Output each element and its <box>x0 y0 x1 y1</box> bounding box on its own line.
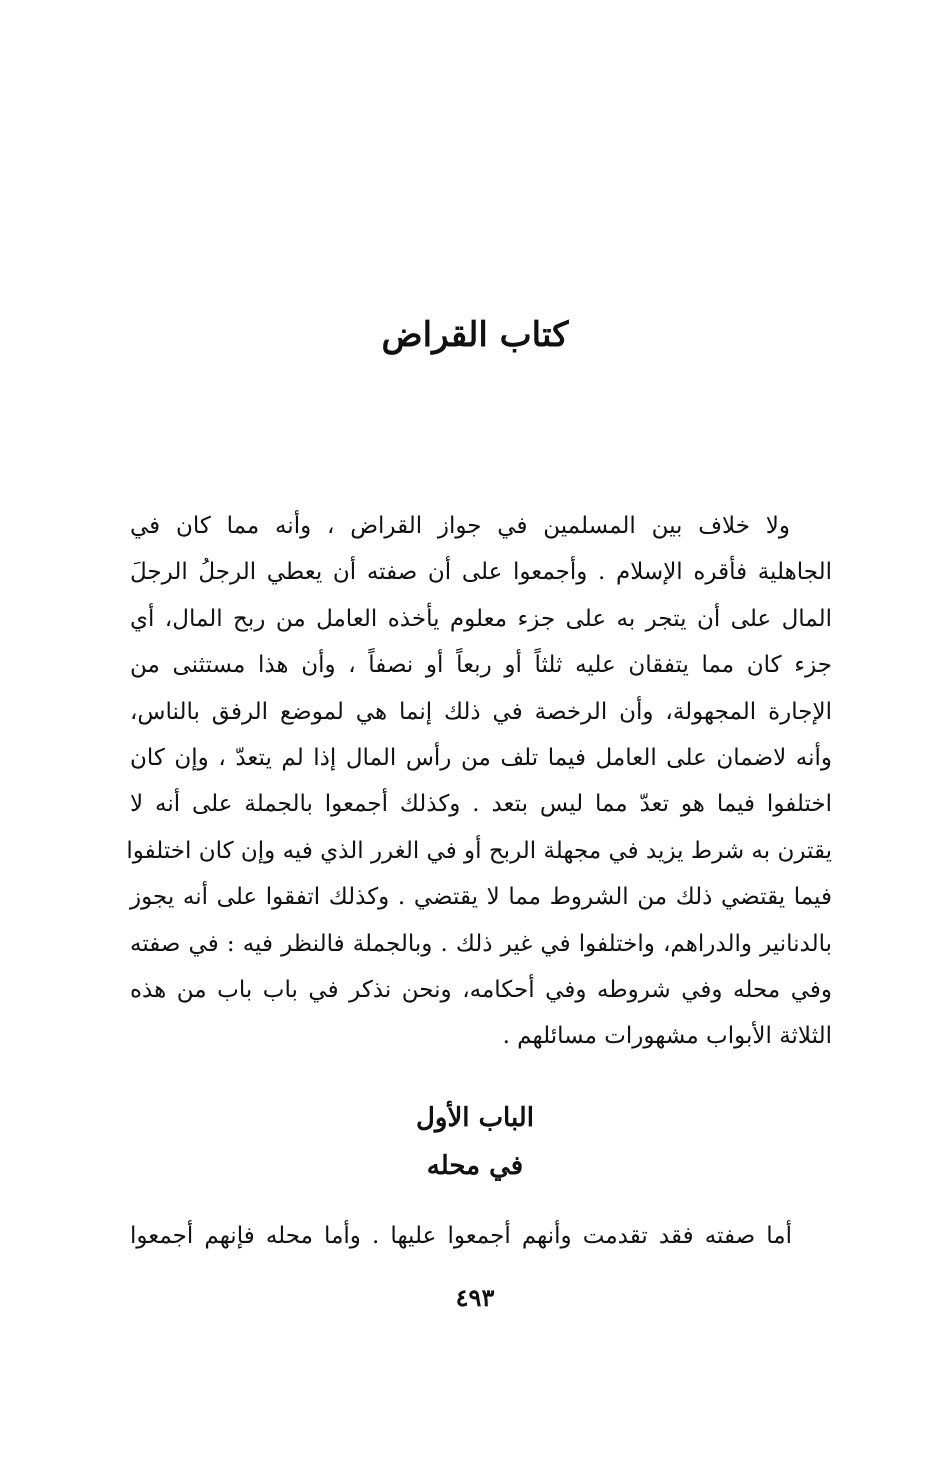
text-line: وأنه لاضمان على العامل فيما تلف من رأس المال إذا لم يتعدّ ، وإن كان <box>130 744 832 771</box>
chapter-heading: الباب الأول <box>416 1103 534 1133</box>
chapter-subheading: في محله <box>426 1151 524 1181</box>
text-line: بالدنانير والدراهم، واختلفوا في غير ذلك . وبالجملة فالنظر فيه : في صفته <box>130 930 832 957</box>
text-line: ولا خلاف بين المسلمين في جواز القراض ، وأنه مما كان في <box>130 513 790 539</box>
text-line: الإجارة المجهولة، وأن الرخصة في ذلك إنما هي لموضع الرفق بالناس، <box>130 698 832 725</box>
page-number: ٤٩٣ <box>455 1283 495 1312</box>
book-title: كتاب القراض <box>381 315 569 355</box>
closing-line: أما صفته فقد تقدمت وأنهم أجمعوا عليها . وأما محله فإنهم أجمعوا <box>130 1223 792 1249</box>
text-line: جزء كان مما يتفقان عليه ثلثاً أو ربعاً أو نصفاً ، وأن هذا مستثنى من <box>130 652 832 679</box>
body-paragraph <box>126 503 832 1060</box>
text-line: يقترن به شرط يزيد في مجهلة الربح أو في الغرر الذي فيه وإن كان اختلفوا <box>126 837 832 864</box>
text-line: الجاهلية فأقره الإسلام . وأجمعوا على أن صفته أن يعطي الرجلُ الرجلَ <box>130 559 832 586</box>
text-line: الثلاثة الأبواب مشهورات مسائلهم . <box>502 1023 832 1050</box>
text-line: وفي محله وفي شروطه وفي أحكامه، ونحن نذكر في باب باب من هذه <box>130 976 832 1003</box>
text-line: اختلفوا فيما هو تعدّ مما ليس بتعد . وكذلك أجمعوا بالجملة على أنه لا <box>130 791 832 818</box>
text-line: المال على أن يتجر به على جزء معلوم يأخذه العامل من ربح المال، أي <box>130 605 832 632</box>
text-line: فيما يقتضي ذلك من الشروط مما لا يقتضي . وكذلك اتفقوا على أنه يجوز <box>130 884 832 911</box>
